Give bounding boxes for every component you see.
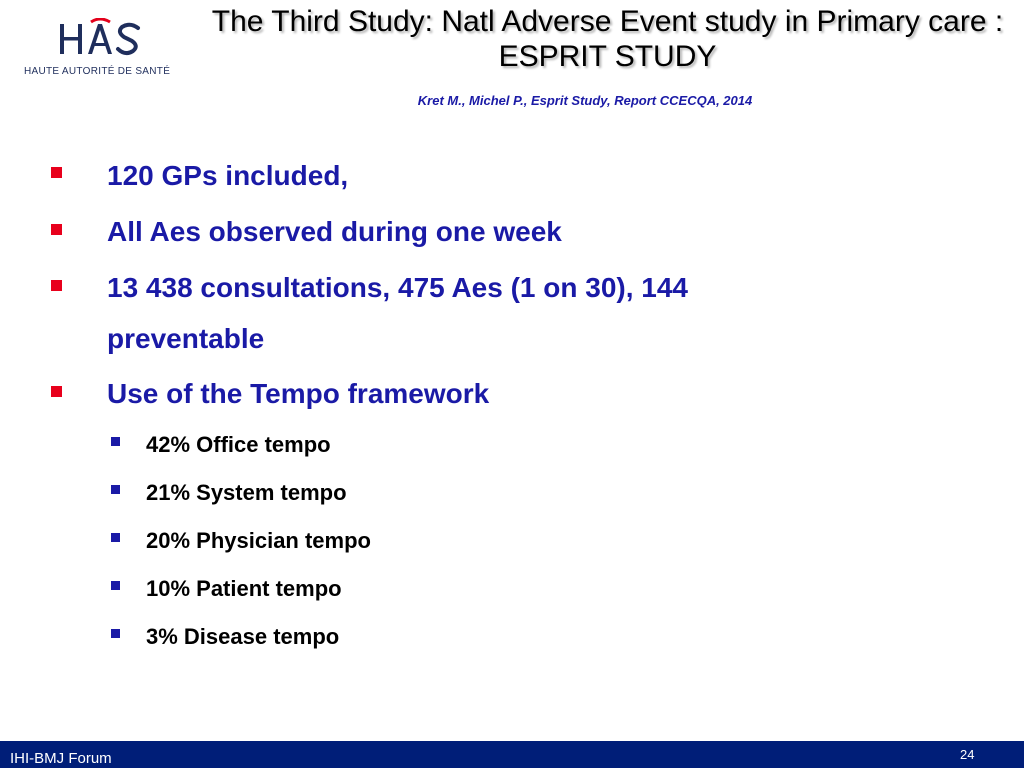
sub-bullet-marker-icon (111, 581, 120, 590)
bullet-item: 120 GPs included, (107, 160, 349, 191)
bullet-marker-icon (51, 386, 62, 397)
bullet-marker-icon (51, 224, 62, 235)
has-logo-caption: HAUTE AUTORITÉ DE SANTÉ (24, 66, 171, 77)
bullet-item: Use of the Tempo framework (107, 378, 490, 409)
slide-reference: Kret M., Michel P., Esprit Study, Report CCECQA, 2014 (417, 93, 753, 108)
sub-bullet-marker-icon (111, 485, 120, 494)
sub-bullet-item: 20% Physician tempo (146, 528, 371, 553)
sub-bullet-marker-icon (111, 629, 120, 638)
bullet-item: 13 438 consultations, 475 Aes (1 on 30), 144 preventable (107, 272, 688, 354)
sub-bullet-item: 42% Office tempo (146, 432, 331, 457)
bullet-marker-icon (51, 167, 62, 178)
slide-title: The Third Study: Natl Adverse Event study in Primary care : ESPRIT STUDY (211, 5, 1004, 73)
sub-bullet-item: 10% Patient tempo (146, 576, 342, 601)
sub-bullet-marker-icon (111, 437, 120, 446)
sub-bullet-item: 21% System tempo (146, 480, 347, 505)
bullet-marker-icon (51, 280, 62, 291)
has-logo (22, 18, 182, 82)
sub-bullet-item: 3% Disease tempo (146, 624, 340, 649)
bullet-item: All Aes observed during one week (107, 216, 562, 247)
page-number: 24 (960, 747, 975, 762)
sub-bullet-marker-icon (111, 533, 120, 542)
footer-label: IHI-BMJ Forum (10, 750, 112, 767)
footer-bar (0, 741, 1024, 768)
has-logo-mark (60, 18, 150, 58)
